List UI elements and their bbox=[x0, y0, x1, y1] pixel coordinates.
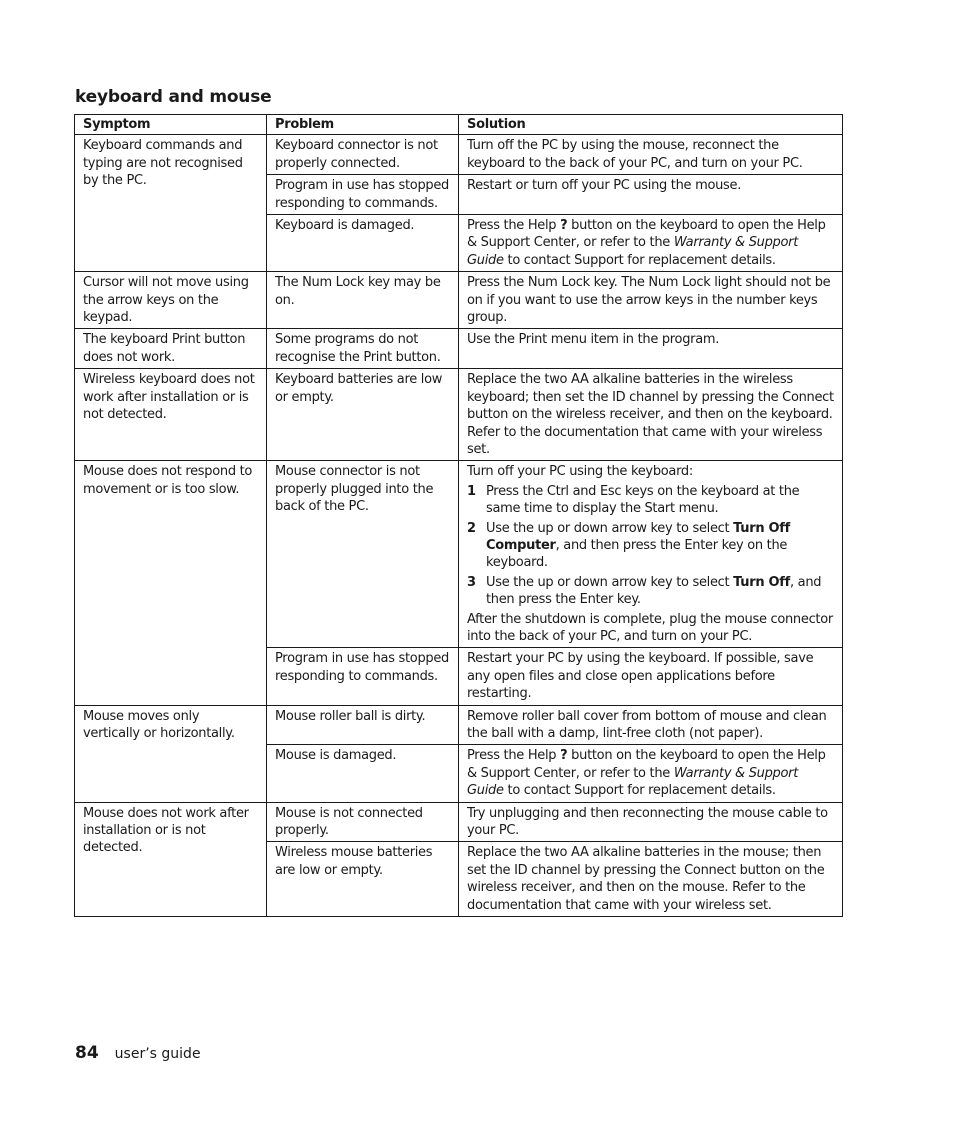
step-list bbox=[467, 483, 835, 609]
symptom-cell: Wireless keyboard does not work after installation or is not detected. bbox=[75, 369, 267, 461]
guide-label: user’s guide bbox=[114, 1046, 201, 1062]
step-number: 3 bbox=[467, 574, 476, 590]
solution-text: Press the Help bbox=[467, 218, 561, 234]
table-row bbox=[75, 272, 843, 329]
solution-cell: Restart or turn off your PC using the mouse. bbox=[459, 175, 843, 215]
symptom-cell: Mouse moves only vertically or horizontally. bbox=[75, 705, 267, 802]
problem-cell: Keyboard batteries are low or empty. bbox=[267, 369, 459, 461]
menu-command: Turn Off bbox=[733, 574, 790, 590]
solution-cell: Turn off the PC by using the mouse, reconnect the keyboard to the back of your PC, and turn on your PC. bbox=[459, 135, 843, 175]
step-number: 2 bbox=[467, 520, 476, 536]
solution-text: button on the keyboard to open the Help & Support Center, or refer to the bbox=[467, 748, 826, 781]
section-heading: keyboard and mouse bbox=[75, 87, 272, 107]
column-header-problem: Problem bbox=[267, 115, 459, 135]
step-text bbox=[486, 520, 835, 572]
solution-text: Press the Help bbox=[467, 748, 561, 764]
solution-text: button on the keyboard to open the Help & Support Center, or refer to the bbox=[467, 218, 826, 251]
solution-cell bbox=[459, 215, 843, 272]
solution-cell: Replace the two AA alkaline batteries in the mouse; then set the ID channel by pressing the Connect button on the wireless receiver, and then on the mouse. Refer to the documentation that came with your wireless set. bbox=[459, 842, 843, 917]
table-row bbox=[75, 135, 843, 175]
solution-cell: Remove roller ball cover from bottom of mouse and clean the ball with a damp, lint-free cloth (not paper). bbox=[459, 705, 843, 745]
column-header-solution: Solution bbox=[459, 115, 843, 135]
step-text-part: , and then press the Enter key on the keyboard. bbox=[486, 537, 788, 571]
problem-cell: Some programs do not recognise the Print button. bbox=[267, 329, 459, 369]
step-item bbox=[467, 574, 835, 609]
step-text: Press the Ctrl and Esc keys on the keyboard at the same time to display the Start menu. bbox=[486, 483, 800, 517]
table-row bbox=[75, 369, 843, 461]
problem-cell: Mouse is not connected properly. bbox=[267, 802, 459, 842]
symptom-cell: Keyboard commands and typing are not recognised by the PC. bbox=[75, 135, 267, 272]
problem-cell: Mouse is damaged. bbox=[267, 745, 459, 802]
problem-cell: Mouse connector is not properly plugged into the back of the PC. bbox=[267, 461, 459, 648]
solution-text: to contact Support for replacement details. bbox=[503, 252, 776, 268]
solution-cell: Replace the two AA alkaline batteries in the wireless keyboard; then set the ID channel by pressing the Connect button on the wireless receiver, and then on the keyboard. Refer to the documentation that came with your wireless set. bbox=[459, 369, 843, 461]
solution-cell bbox=[459, 745, 843, 802]
solution-intro: Turn off your PC using the keyboard: bbox=[467, 464, 693, 480]
solution-outro: After the shutdown is complete, plug the mouse connector into the back of your PC, and turn on your PC. bbox=[467, 611, 833, 644]
solution-cell: Use the Print menu item in the program. bbox=[459, 329, 843, 369]
table-row bbox=[75, 329, 843, 369]
troubleshooting-table bbox=[74, 114, 843, 917]
step-text bbox=[486, 574, 835, 609]
table-header-row bbox=[75, 115, 843, 135]
problem-cell: Keyboard connector is not properly connected. bbox=[267, 135, 459, 175]
symptom-cell: The keyboard Print button does not work. bbox=[75, 329, 267, 369]
problem-cell: Keyboard is damaged. bbox=[267, 215, 459, 272]
help-question-icon: ? bbox=[560, 748, 568, 764]
menu-command: Turn Off Computer bbox=[486, 520, 790, 553]
step-text-part: Use the up or down arrow key to select bbox=[486, 520, 734, 536]
problem-cell: Program in use has stopped responding to commands. bbox=[267, 648, 459, 705]
guide-title: Warranty & Support Guide bbox=[467, 765, 799, 799]
solution-cell: Restart your PC by using the keyboard. If possible, save any open files and close open applications before restarting. bbox=[459, 648, 843, 705]
problem-cell: The Num Lock key may be on. bbox=[267, 272, 459, 329]
page-number: 84 bbox=[75, 1043, 99, 1063]
problem-cell: Wireless mouse batteries are low or empty. bbox=[267, 842, 459, 917]
symptom-cell: Cursor will not move using the arrow keys on the keypad. bbox=[75, 272, 267, 329]
solution-cell bbox=[459, 461, 843, 648]
column-header-symptom: Symptom bbox=[75, 115, 267, 135]
table-row bbox=[75, 802, 843, 842]
step-item bbox=[467, 520, 835, 572]
problem-cell: Program in use has stopped responding to commands. bbox=[267, 175, 459, 215]
table-row bbox=[75, 461, 843, 648]
guide-title: Warranty & Support Guide bbox=[467, 235, 799, 268]
solution-cell: Press the Num Lock key. The Num Lock light should not be on if you want to use the arrow keys in the number keys group. bbox=[459, 272, 843, 329]
symptom-cell: Mouse does not work after installation or is not detected. bbox=[75, 802, 267, 916]
solution-text: to contact Support for replacement details. bbox=[503, 783, 776, 799]
symptom-cell: Mouse does not respond to movement or is too slow. bbox=[75, 461, 267, 705]
problem-cell: Mouse roller ball is dirty. bbox=[267, 705, 459, 745]
page-footer bbox=[75, 1043, 201, 1063]
step-text-part: , and then press the Enter key. bbox=[486, 574, 822, 608]
help-question-icon: ? bbox=[560, 218, 568, 234]
step-number: 1 bbox=[467, 483, 476, 499]
table-row bbox=[75, 705, 843, 745]
step-text-part: Use the up or down arrow key to select bbox=[486, 574, 734, 590]
solution-cell: Try unplugging and then reconnecting the mouse cable to your PC. bbox=[459, 802, 843, 842]
step-item bbox=[467, 483, 835, 518]
